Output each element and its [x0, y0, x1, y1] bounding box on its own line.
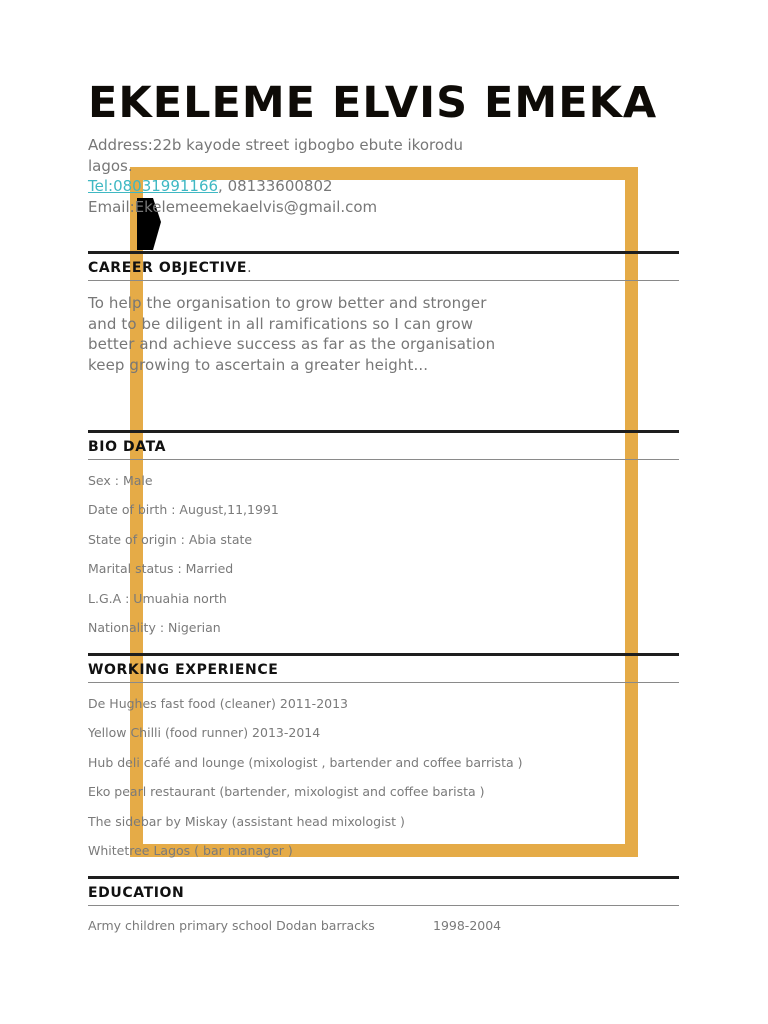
working-experience-title: WORKING EXPERIENCE: [88, 662, 279, 678]
education-years: 1998-2004: [433, 918, 502, 933]
experience-item: Eko pearl restaurant (bartender, mixologist and coffee barista ): [88, 784, 485, 800]
bio-sex: Sex : Male: [88, 473, 153, 488]
phone-link[interactable]: Tel:08031991166: [88, 177, 219, 195]
career-objective-header: [88, 251, 679, 281]
bio-data-header: [88, 430, 679, 460]
education-title: EDUCATION: [88, 885, 185, 901]
email-line: Email:Ekelemeemekaelvis@gmail.com: [88, 197, 378, 216]
education-row: [88, 918, 502, 933]
experience-item: The sidebar by Miskay (assistant head mixologist ): [88, 813, 405, 829]
education-header: [88, 876, 679, 906]
bio-data-title: BIO DATA: [88, 439, 167, 455]
experience-item: De Hughes fast food (cleaner) 2011-2013: [88, 696, 349, 711]
phone-line: [88, 176, 488, 197]
experience-item: Hub deli café and lounge (mixologist , bartender and coffee barrista ): [88, 754, 523, 770]
contact-block: [88, 135, 488, 217]
address-line: Address:22b kayode street igbogbo ebute ikorodu: [88, 136, 464, 154]
career-objective-title: CAREER OBJECTIVE.: [88, 260, 253, 276]
phone-secondary: , 08133600802: [218, 177, 333, 195]
working-experience-list: [88, 689, 648, 865]
bio-marital-status: Marital status : Married: [88, 561, 234, 577]
experience-item: Whitetree Lagos ( bar manager ): [88, 842, 293, 858]
education-school: Army children primary school Dodan barracks: [88, 918, 375, 933]
career-objective-text: To help the organisation to grow better and stronger and to be diligent in all ramifications so I can grow better and achieve success as far as the organisation keep growing to ascertain a greater height...: [88, 294, 496, 374]
address-city: lagos.: [88, 156, 133, 175]
bio-state-of-origin: State of origin : Abia state: [88, 531, 253, 547]
bio-data-list: [88, 466, 648, 642]
bio-lga: L.G.A : Umuahia north: [88, 590, 227, 606]
experience-item: Yellow Chilli (food runner) 2013-2014: [88, 725, 321, 741]
bio-nationality: Nationality : Nigerian: [88, 619, 221, 635]
working-experience-header: [88, 653, 679, 683]
bio-date-of-birth: Date of birth : August,11,1991: [88, 502, 279, 518]
applicant-name: EKELEME ELVIS EMEKA: [88, 78, 658, 128]
